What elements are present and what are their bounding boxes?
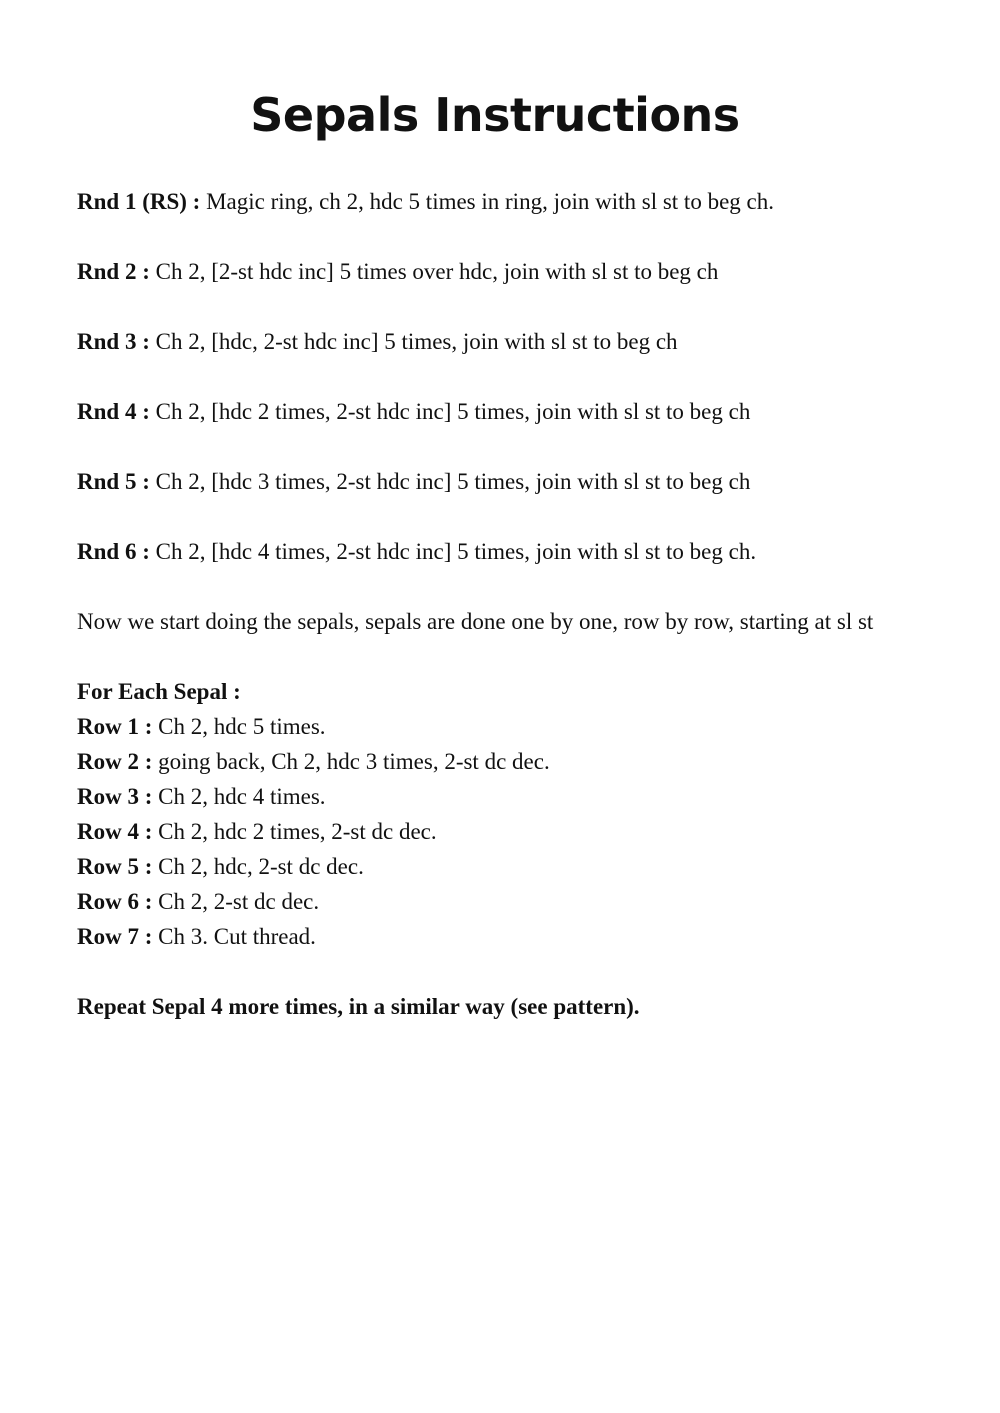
round-text: Ch 2, [hdc, 2-st hdc inc] 5 times, join with sl st to beg ch (149, 329, 678, 354)
row-3 (77, 779, 927, 814)
row-label: Row 3 : (77, 784, 153, 809)
page-title: Sepals Instructions (250, 88, 740, 142)
row-text: Ch 2, hdc 2 times, 2-st dc dec. (152, 819, 437, 844)
round-4 (77, 394, 927, 429)
row-1 (77, 709, 927, 744)
row-text: going back, Ch 2, hdc 3 times, 2-st dc dec. (152, 749, 550, 774)
row-4 (77, 814, 927, 849)
round-text: Ch 2, [hdc 3 times, 2-st hdc inc] 5 times, join with sl st to beg ch (149, 469, 751, 494)
round-6 (77, 534, 927, 569)
instructions-body (77, 184, 927, 1024)
round-1 (77, 184, 927, 219)
row-label: Row 1 : (77, 714, 153, 739)
row-text: Ch 3. Cut thread. (152, 924, 316, 949)
row-label: Row 6 : (77, 889, 153, 914)
round-label: Rnd 4 : (77, 399, 150, 424)
round-label: Rnd 3 : (77, 329, 150, 354)
row-5 (77, 849, 927, 884)
row-text: Ch 2, hdc, 2-st dc dec. (152, 854, 364, 879)
repeat-instruction: Repeat Sepal 4 more times, in a similar way (see pattern). (77, 994, 640, 1019)
round-2 (77, 254, 927, 289)
row-6 (77, 884, 927, 919)
round-text: Magic ring, ch 2, hdc 5 times in ring, join with sl st to beg ch. (200, 189, 774, 214)
round-text: Ch 2, [2-st hdc inc] 5 times over hdc, join with sl st to beg ch (149, 259, 719, 284)
round-text: Ch 2, [hdc 2 times, 2-st hdc inc] 5 times, join with sl st to beg ch (149, 399, 751, 424)
row-text: Ch 2, hdc 4 times. (152, 784, 326, 809)
round-text: Ch 2, [hdc 4 times, 2-st hdc inc] 5 times, join with sl st to beg ch. (149, 539, 757, 564)
sepal-heading: For Each Sepal : (77, 679, 241, 704)
row-label: Row 5 : (77, 854, 153, 879)
row-7 (77, 919, 927, 954)
round-label: Rnd 2 : (77, 259, 150, 284)
round-label: Rnd 5 : (77, 469, 150, 494)
row-text: Ch 2, 2-st dc dec. (152, 889, 320, 914)
round-label: Rnd 6 : (77, 539, 150, 564)
round-5 (77, 464, 927, 499)
round-3 (77, 324, 927, 359)
row-2 (77, 744, 927, 779)
row-text: Ch 2, hdc 5 times. (152, 714, 326, 739)
row-label: Row 2 : (77, 749, 153, 774)
row-label: Row 7 : (77, 924, 153, 949)
round-label: Rnd 1 (RS) : (77, 189, 201, 214)
row-label: Row 4 : (77, 819, 153, 844)
sepals-intro: Now we start doing the sepals, sepals are done one by one, row by row, starting at sl st (77, 609, 874, 634)
